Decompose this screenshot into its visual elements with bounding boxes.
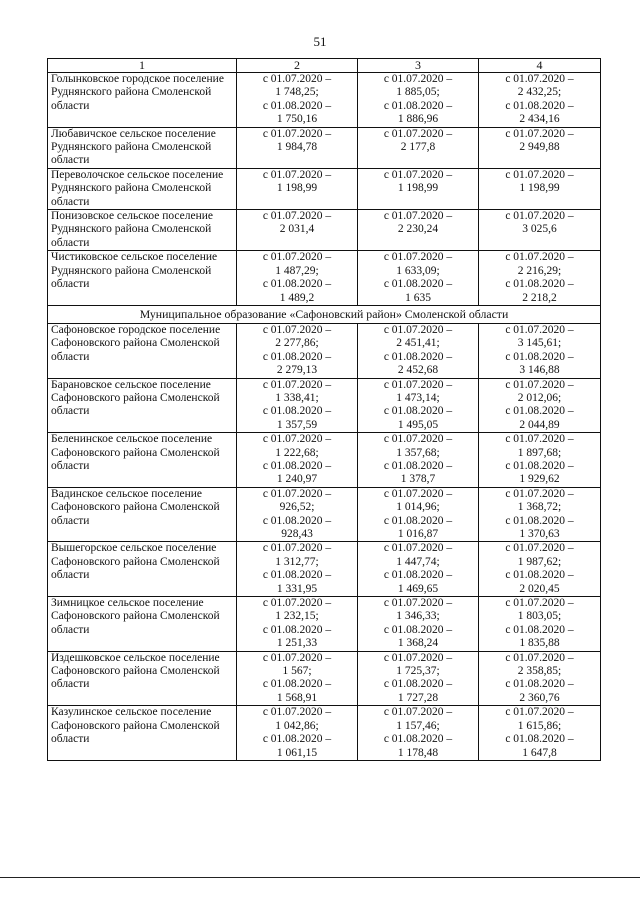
tariff-value: 1 368,24 <box>397 637 439 650</box>
settlement-name: Сафоновское городское поселение Сафоновского района Смоленской области <box>48 323 237 378</box>
tariff-period: с 01.08.2020 – <box>505 459 574 472</box>
tariff-period: с 01.08.2020 – <box>505 514 574 527</box>
tariff-value: 1 567; <box>282 665 312 678</box>
table-row <box>48 433 601 488</box>
tariff-value: 1 346,33; <box>396 610 440 623</box>
tariff-value: 1 447,74; <box>396 555 440 568</box>
tariff-value: 1 469,65 <box>397 582 439 595</box>
tariff-value: 2 031,4 <box>279 223 315 236</box>
tariff-period: с 01.08.2020 – <box>262 405 332 418</box>
tariff-value: 3 146,88 <box>519 364 560 377</box>
tariff-value: 1 198,99 <box>397 182 439 195</box>
tariff-period: с 01.07.2020 – <box>383 542 453 555</box>
tariff-cell-col3 <box>358 597 479 652</box>
tariff-period: с 01.07.2020 – <box>505 651 574 664</box>
tariff-period: с 01.08.2020 – <box>505 569 574 582</box>
tariff-period: с 01.08.2020 – <box>505 733 574 746</box>
tariff-cell-col3 <box>358 210 479 251</box>
tariff-value: 1 222,68; <box>275 446 319 459</box>
tariff-period: с 01.08.2020 – <box>262 350 332 363</box>
tariff-value: 3 025,6 <box>522 223 557 236</box>
tariff-period: с 01.08.2020 – <box>383 514 453 527</box>
tariff-period: с 01.08.2020 – <box>262 678 332 691</box>
settlement-name: Понизовское сельское поселение Руднянского района Смоленской области <box>48 210 237 251</box>
tariff-period: с 01.08.2020 – <box>262 569 332 582</box>
tariff-period: с 01.08.2020 – <box>383 733 453 746</box>
tariff-period: с 01.07.2020 – <box>262 251 332 264</box>
tariff-period: с 01.08.2020 – <box>383 569 453 582</box>
settlement-name: Переволочское сельское поселение Руднянского района Смоленской области <box>48 168 237 209</box>
table-row <box>48 210 601 251</box>
tariff-period: с 01.07.2020 – <box>262 706 332 719</box>
tariff-period: с 01.07.2020 – <box>383 433 453 446</box>
tariff-value: 928,43 <box>281 528 313 540</box>
settlement-name: Беленинское сельское поселение Сафоновского района Смоленской области <box>48 433 237 488</box>
table-row <box>48 127 601 168</box>
tariff-value: 1 727,28 <box>397 691 439 704</box>
tariff-value: 2 432,25; <box>517 86 562 99</box>
tariff-value: 1 987,62; <box>517 555 562 568</box>
tariff-cell-col2 <box>237 433 358 488</box>
tariff-cell-col2 <box>237 73 358 128</box>
tariff-value: 1 568,91 <box>276 691 318 704</box>
tariff-value: 1 725,37; <box>396 665 440 678</box>
tariff-value: 1 615,86; <box>517 719 562 732</box>
tariff-cell-col4 <box>479 487 601 542</box>
table-row <box>48 251 601 306</box>
settlement-name: Зимницкое сельское поселение Сафоновского района Смоленской области <box>48 597 237 652</box>
tariff-value: 926,52; <box>279 501 315 514</box>
tariff-cell-col2 <box>237 542 358 597</box>
tariff-value: 2 452,68 <box>397 364 439 377</box>
section-title: Муниципальное образование «Сафоновский район» Смоленской области <box>48 305 601 323</box>
column-header-2: 2 <box>237 59 358 73</box>
table-header-row <box>48 59 601 73</box>
tariff-value: 1 647,8 <box>522 746 557 759</box>
tariff-cell-col2 <box>237 378 358 433</box>
table-row <box>48 706 601 761</box>
tariff-cell-col2 <box>237 127 358 168</box>
tariff-cell-col3 <box>358 706 479 761</box>
tariff-period: с 01.08.2020 – <box>262 733 332 746</box>
tariff-cell-col3 <box>358 433 479 488</box>
tariff-period: с 01.08.2020 – <box>262 514 332 527</box>
tariff-value: 1 331,95 <box>276 582 318 595</box>
tariff-period: с 01.08.2020 – <box>262 623 332 636</box>
tariff-period: с 01.07.2020 – <box>505 168 574 181</box>
tariff-period: с 01.08.2020 – <box>262 278 332 291</box>
settlement-name: Голынковское городское поселение Руднянского района Смоленской области <box>48 73 237 128</box>
tariff-period: с 01.08.2020 – <box>383 678 453 691</box>
tariff-period: с 01.07.2020 – <box>262 323 332 336</box>
tariff-value: 1 232,15; <box>275 610 319 623</box>
tariff-value: 1 251,33 <box>276 637 318 650</box>
tariff-cell-col4 <box>479 433 601 488</box>
tariff-period: с 01.07.2020 – <box>262 127 332 140</box>
tariff-value: 2 216,29; <box>517 264 562 277</box>
tariff-value: 1 198,99 <box>276 182 318 195</box>
tariff-cell-col3 <box>358 127 479 168</box>
tariff-value: 1 240,97 <box>276 473 318 486</box>
tariff-period: с 01.08.2020 – <box>262 99 332 112</box>
tariff-period: с 01.08.2020 – <box>383 623 453 636</box>
footer-divider <box>0 877 640 878</box>
tariff-value: 2 358,85; <box>517 665 562 678</box>
tariff-value: 3 145,61; <box>517 337 562 350</box>
tariff-value: 1 198,99 <box>519 182 560 195</box>
tariff-period: с 01.07.2020 – <box>383 73 453 85</box>
tariff-value: 1 357,59 <box>276 418 318 431</box>
settlement-name: Вышегорское сельское поселение Сафоновского района Смоленской области <box>48 542 237 597</box>
tariff-period: с 01.07.2020 – <box>505 706 574 719</box>
column-header-4: 4 <box>479 59 601 73</box>
tariff-value: 1 886,96 <box>397 113 439 126</box>
tariff-value: 1 495,05 <box>397 418 439 431</box>
tariff-period: с 01.07.2020 – <box>262 378 332 391</box>
tariff-cell-col4 <box>479 323 601 378</box>
tariff-cell-col3 <box>358 323 479 378</box>
tariff-period: с 01.07.2020 – <box>262 542 332 555</box>
page-number: 51 <box>313 34 327 49</box>
tariff-value: 1 748,25; <box>275 86 319 99</box>
tariff-period: с 01.08.2020 – <box>505 99 574 112</box>
tariff-value: 1 635 <box>405 291 431 304</box>
tariff-period: с 01.07.2020 – <box>262 597 332 610</box>
tariff-period: с 01.08.2020 – <box>505 350 574 363</box>
tariff-value: 1 061,15 <box>276 746 318 759</box>
tariff-value: 1 489,2 <box>279 291 315 304</box>
tariff-value: 1 312,77; <box>275 555 319 568</box>
tariff-value: 1 338,41; <box>275 391 319 404</box>
tariff-value: 2 020,45 <box>519 582 560 595</box>
tariff-value: 1 835,88 <box>519 637 560 650</box>
tariff-period: с 01.08.2020 – <box>383 459 453 472</box>
settlement-name: Казулинское сельское поселение Сафоновского района Смоленской области <box>48 706 237 761</box>
tariff-period: с 01.07.2020 – <box>505 433 574 446</box>
tariff-period: с 01.08.2020 – <box>383 278 453 291</box>
tariff-value: 2 277,86; <box>275 337 319 350</box>
tariff-value: 1 016,87 <box>397 528 439 540</box>
tariff-period: с 01.07.2020 – <box>383 487 453 500</box>
tariff-period: с 01.07.2020 – <box>505 127 574 140</box>
tariff-value: 1 357,68; <box>396 446 440 459</box>
tariff-period: с 01.07.2020 – <box>383 251 453 264</box>
tariff-cell-col3 <box>358 651 479 706</box>
tariff-period: с 01.07.2020 – <box>505 542 574 555</box>
tariff-value: 1 633,09; <box>396 264 440 277</box>
tariff-value: 2 218,2 <box>522 291 557 304</box>
tariff-period: с 01.07.2020 – <box>505 251 574 264</box>
tariff-value: 2 360,76 <box>519 691 560 704</box>
settlement-name: Чистиковское сельское поселение Руднянского района Смоленской области <box>48 251 237 306</box>
tariff-value: 1 157,46; <box>396 719 440 732</box>
tariff-period: с 01.08.2020 – <box>505 623 574 636</box>
tariff-value: 1 750,16 <box>276 113 318 126</box>
tariff-period: с 01.07.2020 – <box>383 706 453 719</box>
tariff-cell-col4 <box>479 127 601 168</box>
tariff-period: с 01.07.2020 – <box>383 651 453 664</box>
section-header-row <box>48 305 601 323</box>
table-row <box>48 597 601 652</box>
table-row <box>48 73 601 128</box>
tariff-period: с 01.08.2020 – <box>505 405 574 418</box>
tariff-period: с 01.08.2020 – <box>262 459 332 472</box>
tariff-period: с 01.07.2020 – <box>505 597 574 610</box>
tariff-value: 1 378,7 <box>400 473 436 486</box>
tariff-cell-col3 <box>358 168 479 209</box>
tariff-value: 2 177,8 <box>400 141 436 154</box>
table-row <box>48 323 601 378</box>
tariff-value: 2 230,24 <box>397 223 439 236</box>
tariff-cell-col2 <box>237 651 358 706</box>
table-body <box>48 73 601 761</box>
tariff-cell-col3 <box>358 378 479 433</box>
tariff-cell-col3 <box>358 487 479 542</box>
tariff-period: с 01.07.2020 – <box>383 210 453 223</box>
tariff-period: с 01.07.2020 – <box>505 323 574 336</box>
tariff-period: с 01.07.2020 – <box>505 378 574 391</box>
tariff-cell-col4 <box>479 542 601 597</box>
tariff-cell-col4 <box>479 706 601 761</box>
tariff-cell-col3 <box>358 542 479 597</box>
column-header-3: 3 <box>358 59 479 73</box>
settlement-name: Барановское сельское поселение Сафоновского района Смоленской области <box>48 378 237 433</box>
settlement-name: Вадинское сельское поселение Сафоновского района Смоленской области <box>48 487 237 542</box>
tariff-value: 1 014,96; <box>396 501 440 514</box>
tariff-cell-col4 <box>479 378 601 433</box>
tariff-period: с 01.07.2020 – <box>262 73 332 85</box>
tariff-period: с 01.07.2020 – <box>505 487 574 500</box>
tariff-period: с 01.08.2020 – <box>505 278 574 291</box>
tariff-period: с 01.07.2020 – <box>505 210 574 223</box>
tariff-value: 2 949,88 <box>519 141 560 154</box>
tariff-cell-col2 <box>237 323 358 378</box>
tariff-period: с 01.07.2020 – <box>383 127 453 140</box>
tariff-cell-col2 <box>237 168 358 209</box>
tariff-period: с 01.08.2020 – <box>383 350 453 363</box>
tariff-value: 1 487,29; <box>275 264 319 277</box>
tariff-value: 1 473,14; <box>396 391 440 404</box>
tariff-period: с 01.07.2020 – <box>505 73 574 85</box>
tariff-cell-col3 <box>358 251 479 306</box>
tariff-cell-col2 <box>237 706 358 761</box>
tariff-period: с 01.07.2020 – <box>262 487 332 500</box>
tariff-period: с 01.07.2020 – <box>383 323 453 336</box>
tariff-period: с 01.08.2020 – <box>383 99 453 112</box>
tariff-value: 1 885,05; <box>396 86 440 99</box>
tariff-cell-col4 <box>479 651 601 706</box>
tariff-cell-col4 <box>479 251 601 306</box>
tariff-period: с 01.07.2020 – <box>383 597 453 610</box>
table-row <box>48 651 601 706</box>
tariff-value: 2 279,13 <box>276 364 318 377</box>
tariff-period: с 01.07.2020 – <box>262 210 332 223</box>
tariff-cell-col2 <box>237 597 358 652</box>
tariff-value: 1 929,62 <box>519 473 560 486</box>
tariff-cell-col2 <box>237 487 358 542</box>
tariff-cell-col4 <box>479 168 601 209</box>
tariff-cell-col2 <box>237 251 358 306</box>
table-row <box>48 487 601 542</box>
tariff-value: 2 434,16 <box>519 113 560 126</box>
tariff-value: 2 012,06; <box>517 391 562 404</box>
tariff-value: 1 897,68; <box>517 446 562 459</box>
tariff-period: с 01.07.2020 – <box>262 651 332 664</box>
tariff-value: 2 451,41; <box>396 337 440 350</box>
tariff-period: с 01.08.2020 – <box>505 678 574 691</box>
tariff-period: с 01.07.2020 – <box>383 168 453 181</box>
tariff-value: 2 044,89 <box>519 418 560 431</box>
tariff-table <box>47 58 601 761</box>
table-row <box>48 378 601 433</box>
table-row <box>48 542 601 597</box>
tariff-period: с 01.08.2020 – <box>383 405 453 418</box>
settlement-name: Издешковское сельское поселение Сафоновского района Смоленской области <box>48 651 237 706</box>
tariff-period: с 01.07.2020 – <box>262 168 332 181</box>
tariff-value: 1 178,48 <box>397 746 439 759</box>
tariff-cell-col4 <box>479 73 601 128</box>
tariff-value: 1 370,63 <box>519 528 560 540</box>
tariff-cell-col3 <box>358 73 479 128</box>
tariff-cell-col2 <box>237 210 358 251</box>
settlement-name: Любавичское сельское поселение Руднянского района Смоленской области <box>48 127 237 168</box>
tariff-cell-col4 <box>479 210 601 251</box>
tariff-period: с 01.07.2020 – <box>262 433 332 446</box>
tariff-value: 1 984,78 <box>276 141 318 154</box>
tariff-period: с 01.07.2020 – <box>383 378 453 391</box>
table-row <box>48 168 601 209</box>
tariff-value: 1 803,05; <box>517 610 562 623</box>
tariff-value: 1 042,86; <box>275 719 319 732</box>
tariff-cell-col4 <box>479 597 601 652</box>
tariff-value: 1 368,72; <box>517 501 562 514</box>
column-header-1: 1 <box>48 59 237 73</box>
